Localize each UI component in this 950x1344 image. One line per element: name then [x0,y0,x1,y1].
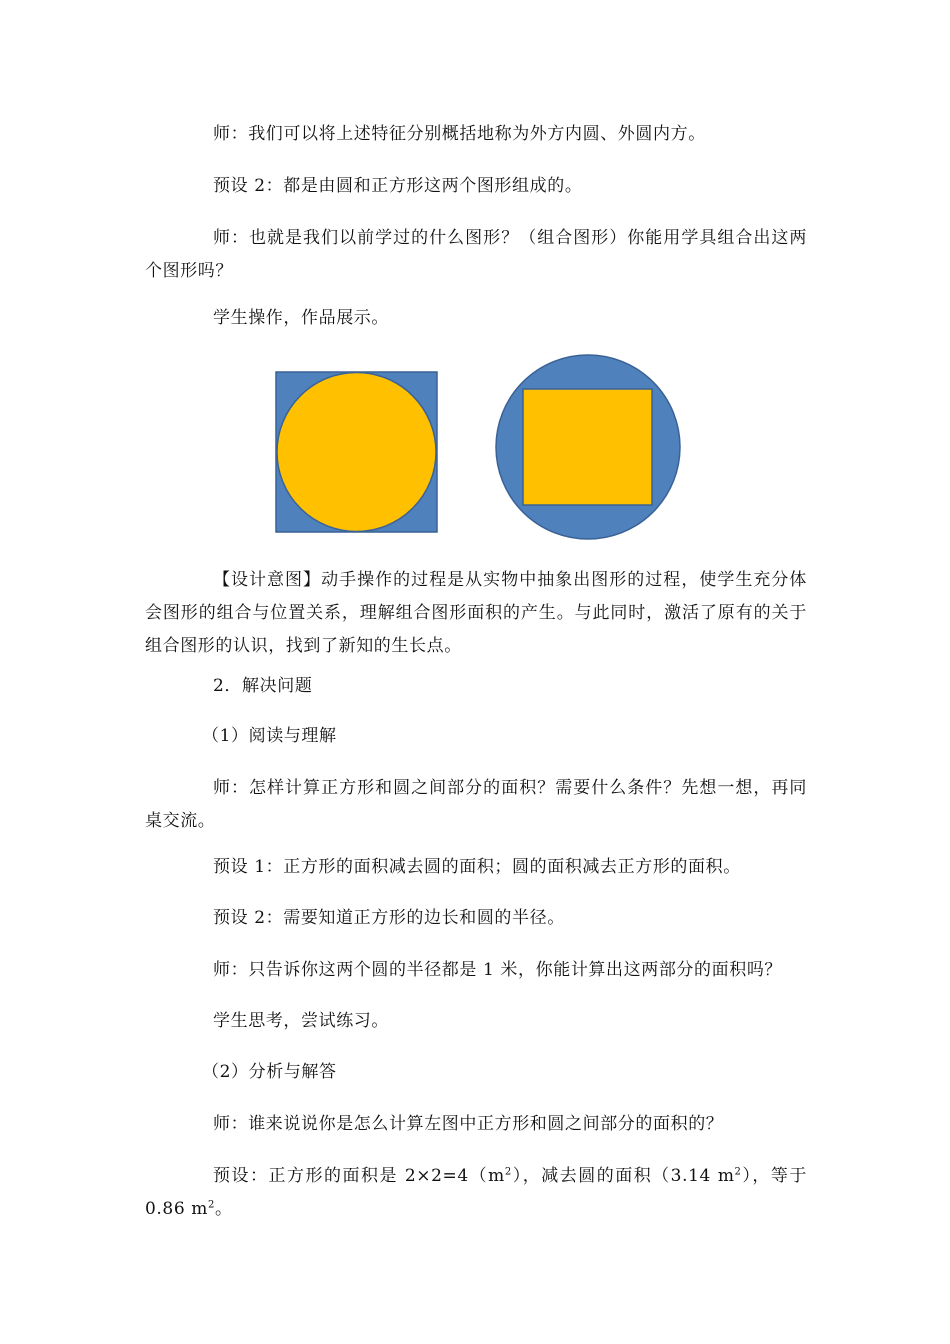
subsection-heading: （2）分析与解答 [202,1062,337,1082]
inner-circle [277,373,436,532]
circle-with-inscribed-square [496,355,680,539]
answer-paragraph [145,1160,814,1226]
design-intent-paragraph: 【设计意图】动手操作的过程是从实物中抽象出图形的过程，使学生充分体会图形的组合与位置关系，理解组合图形面积的产生。与此同时，激活了原有的关于组合图形的认识，找到了新知的生长点。 [145,570,807,656]
paragraph: 师：我们可以将上述特征分别概括地称为外方内圆、外圆内方。 [213,124,706,144]
paragraph: 预设 1：正方形的面积减去圆的面积；圆的面积减去正方形的面积。 [213,857,741,877]
superscript: 2 [504,1166,512,1178]
superscript: 2 [207,1199,215,1211]
paragraph: 学生思考，尝试练习。 [213,1011,389,1031]
section-heading: 2．解决问题 [213,676,313,696]
answer-text: ），等于 0.86 m [145,1166,814,1219]
paragraph: 学生操作，作品展示。 [213,308,389,328]
paragraph: 预设 2：需要知道正方形的边长和圆的半径。 [213,908,565,928]
answer-text: ），减去圆的面积（3.14 m [511,1166,735,1186]
paragraph: 预设 2：都是由圆和正方形这两个图形组成的。 [213,176,583,196]
answer-text: 。 [214,1199,233,1219]
paragraph: 师：只告诉你这两个圆的半径都是 1 米，你能计算出这两部分的面积吗？ [213,960,783,980]
paragraph: 师：也就是我们以前学过的什么图形？（组合图形）你能用学具组合出这两个图形吗？ [145,228,807,281]
answer-text: 预设：正方形的面积是 2×2=4（m [213,1166,505,1186]
paragraph: 师：谁来说说你是怎么计算左图中正方形和圆之间部分的面积的？ [213,1114,724,1134]
inner-square [523,389,652,505]
subsection-heading: （1）阅读与理解 [202,726,337,746]
combined-shapes-figure [0,0,950,560]
paragraph: 师：怎样计算正方形和圆之间部分的面积？需要什么条件？先想一想，再同桌交流。 [145,778,807,831]
superscript: 2 [734,1166,742,1178]
square-with-inscribed-circle [276,372,437,532]
